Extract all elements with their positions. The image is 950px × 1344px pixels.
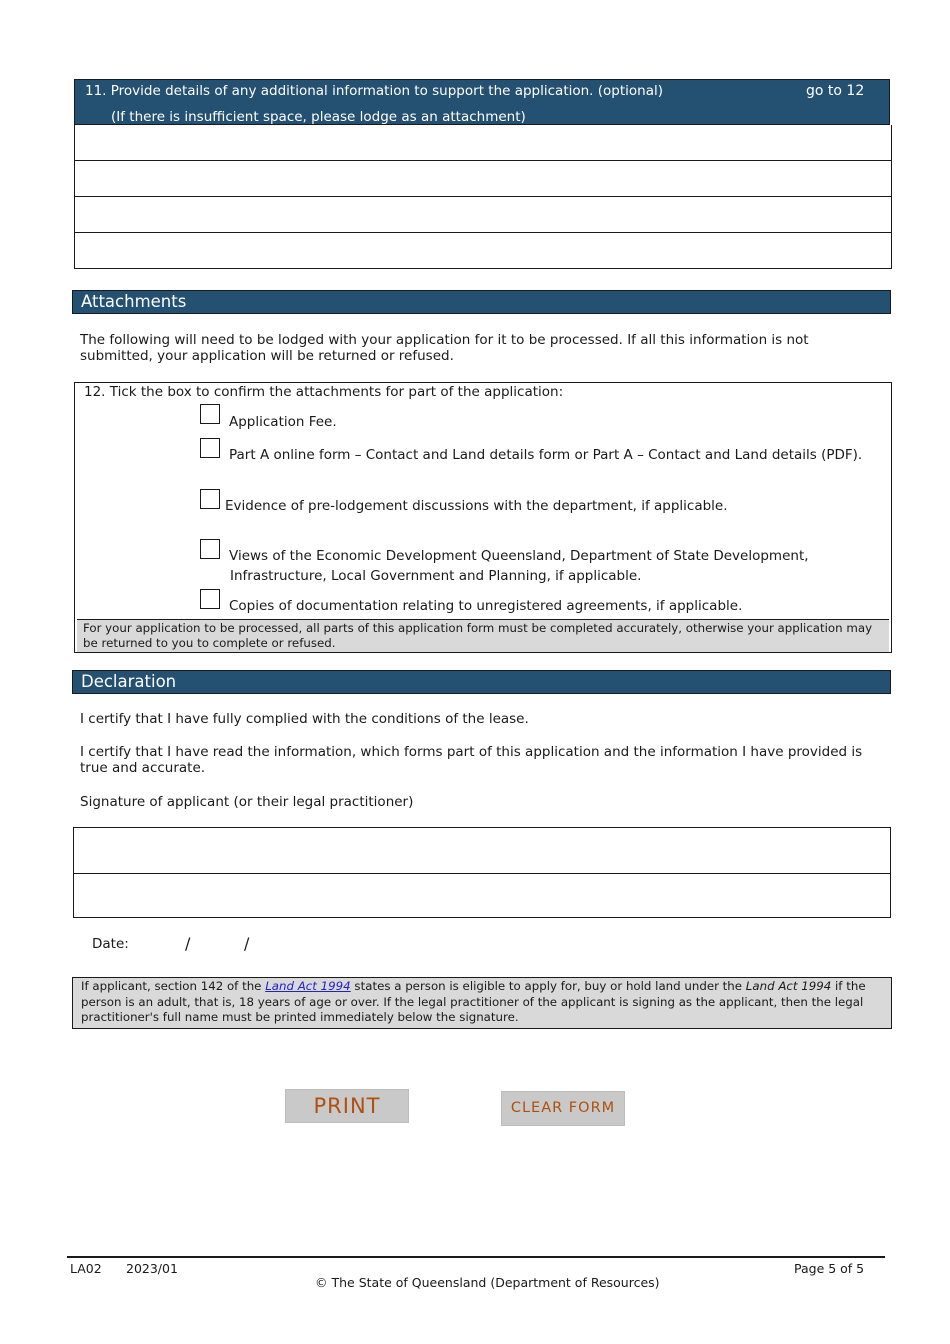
declaration-heading: Declaration — [72, 670, 891, 694]
checkbox-label-edq-views-line2: Infrastructure, Local Government and Planning, if applicable. — [230, 568, 642, 584]
note-text-3: if the person is an adult, that is, 18 years of age or over. If the legal practitioner of the applicant is signing as the applicant, then the legal practitioner's full name must be printed immediately below the signature. — [81, 979, 866, 1024]
additional-info-row-4[interactable] — [75, 233, 891, 269]
question-11-header — [74, 79, 890, 125]
checkbox-edq-views[interactable] — [200, 539, 220, 559]
signature-divider — [74, 873, 890, 874]
signature-label: Signature of applicant (or their legal practitioner) — [80, 794, 414, 810]
clear-form-button[interactable]: CLEAR FORM — [501, 1091, 625, 1126]
question-11-hint: (If there is insufficient space, please lodge as an attachment) — [111, 109, 526, 125]
checkbox-unregistered-agreements[interactable] — [200, 589, 220, 609]
checkbox-label-unregistered-agreements: Copies of documentation relating to unregistered agreements, if applicable. — [229, 598, 743, 614]
checkbox-application-fee[interactable] — [200, 404, 220, 424]
copyright-notice: © The State of Queensland (Department of Resources) — [315, 1275, 660, 1290]
date-label: Date: — [92, 936, 129, 952]
signature-field[interactable] — [76, 830, 888, 872]
checkbox-label-pre-lodgement: Evidence of pre-lodgement discussions with the department, if applicable. — [225, 498, 728, 514]
checkbox-pre-lodgement[interactable] — [200, 489, 220, 509]
date-month-input[interactable] — [198, 934, 242, 956]
additional-info-row-3[interactable] — [75, 197, 891, 233]
question-12-box — [74, 382, 892, 653]
checkbox-part-a-form[interactable] — [200, 438, 220, 458]
note-text-1: If applicant, section 142 of the — [81, 979, 266, 993]
print-button[interactable]: PRINT — [285, 1089, 409, 1123]
date-separator-1: / — [185, 934, 191, 953]
note-text-2: states a person is eligible to apply for, buy or hold land under the — [350, 979, 746, 993]
additional-info-row-1[interactable] — [75, 125, 891, 161]
signature-box — [73, 827, 891, 918]
form-code: LA02 — [70, 1261, 102, 1276]
form-version: 2023/01 — [126, 1261, 178, 1276]
page-number: Page 5 of 5 — [794, 1261, 865, 1276]
land-act-link[interactable]: Land Act 1994 — [265, 979, 351, 993]
date-day-input[interactable] — [140, 934, 184, 956]
question-12-label: 12. Tick the box to confirm the attachments for part of the application: — [84, 384, 564, 400]
practitioner-name-field[interactable] — [76, 876, 888, 918]
footer-divider — [67, 1256, 885, 1258]
go-to-12-instruction: go to 12 — [806, 83, 865, 99]
declaration-para-2: I certify that I have read the information, which forms part of this application and the information I have provided is true and accurate. — [80, 744, 863, 776]
date-separator-2: / — [244, 934, 250, 953]
date-year-input[interactable] — [257, 934, 321, 956]
attachments-intro: The following will need to be lodged with your application for it to be processed. If all this information is not submitted, your application will be returned or refused. — [80, 332, 809, 364]
checkbox-label-application-fee: Application Fee. — [229, 414, 337, 430]
checkbox-label-edq-views: Views of the Economic Development Queensland, Department of State Development, — [229, 548, 809, 564]
applicant-eligibility-note — [72, 977, 892, 1029]
additional-info-rows — [74, 125, 892, 269]
declaration-para-1: I certify that I have fully complied with the conditions of the lease. — [80, 711, 529, 727]
attachments-note: For your application to be processed, all parts of this application form must be completed accurately, otherwise your application may be returned to you to complete or refused. — [77, 619, 889, 652]
note-italic-act: Land Act 1994 — [745, 979, 832, 993]
attachments-heading: Attachments — [72, 290, 891, 314]
additional-info-row-2[interactable] — [75, 161, 891, 197]
question-11-label: 11. Provide details of any additional information to support the application. (optional) — [85, 83, 664, 99]
checkbox-label-part-a-form: Part A online form – Contact and Land details form or Part A – Contact and Land details (PDF). — [229, 447, 863, 463]
